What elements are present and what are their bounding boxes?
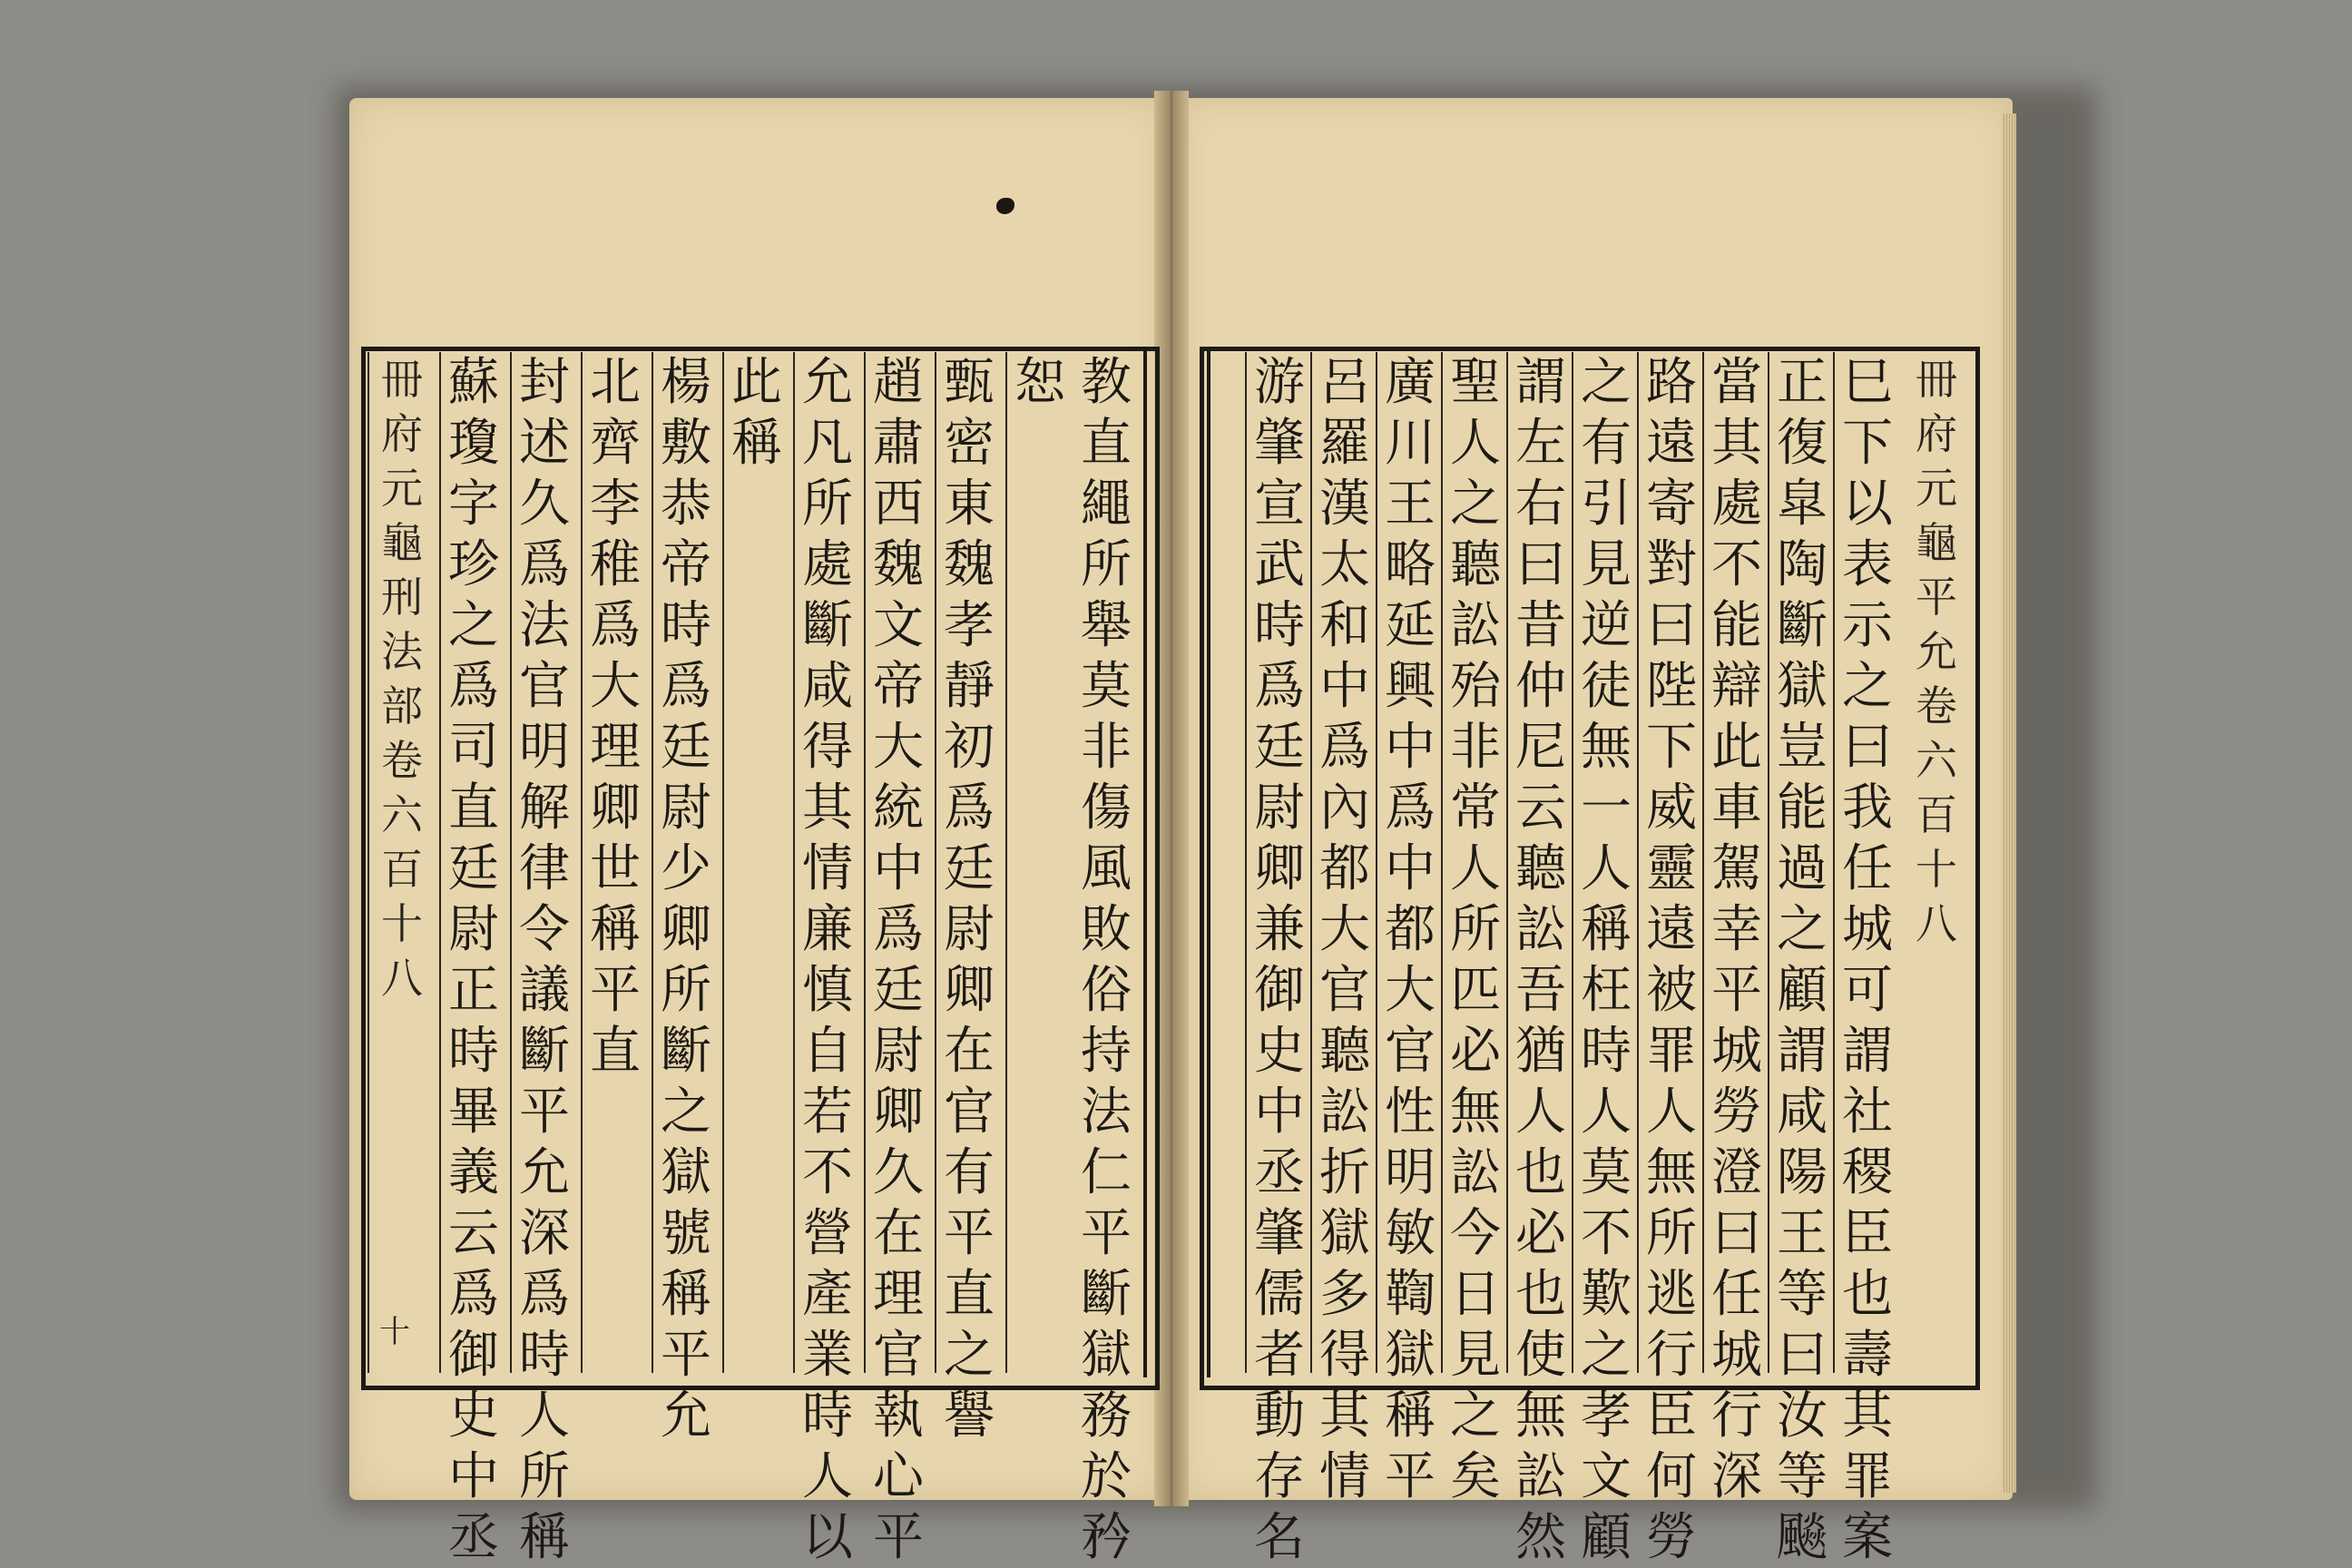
page-edges [2002, 113, 2016, 1493]
right-column-8: 廣川王略延興中爲中都大官性明敏鞫獄稱平 [1376, 352, 1443, 1373]
right-page-header: 冊府元龜 平允 卷六百十八 [1916, 355, 1957, 948]
left-column-6: 此稱 [722, 352, 789, 1373]
left-page-number: 十 [379, 1314, 410, 1350]
right-frame-inner-rule [1207, 349, 1210, 1377]
left-column-2: 恕 [1005, 352, 1073, 1373]
left-column-8: 北齊李稚爲大理卿世稱平直 [581, 352, 648, 1373]
left-column-4: 趙肅西魏文帝大統中爲廷尉卿久在理官執心平 [864, 352, 931, 1373]
right-column-4: 路遠寄對曰陛下威靈遠被罪人無所逃行臣何勞 [1637, 352, 1704, 1373]
right-column-10: 游肇宣武時爲廷尉卿兼御史中丞肇儒者動存名 [1245, 352, 1312, 1373]
left-page-header: 冊府元龜 刑法部 卷六百十八 [368, 352, 435, 1373]
right-column-6: 謂左右曰昔仲尼云聽訟吾猶人也必也使無訟然 [1506, 352, 1573, 1373]
right-column-2: 正復皐陶斷獄豈能過之顧謂咸陽王等曰汝等飈 [1768, 352, 1835, 1373]
right-column-9: 呂羅漢太和中爲內都大官聽訟折獄多得其情 [1310, 352, 1377, 1373]
left-column-10: 蘇瓊字珍之爲司直廷尉正時畢義云爲御史中丞 [439, 352, 506, 1373]
left-column-7: 楊敷恭帝時爲廷尉少卿所斷之獄號稱平允 [652, 352, 719, 1373]
right-column-1: 巳下以表示之曰我任城可謂社稷臣也壽其罪案 [1833, 352, 1900, 1373]
left-column-5: 允凡所處斷咸得其情廉慎自若不營產業時人以 [793, 352, 860, 1373]
right-column-3: 當其處不能辯此車駕幸平城勞澄曰任城行深 [1702, 352, 1769, 1373]
left-column-1: 教直繩所舉莫非傷風敗俗持法仁平斷獄務於矜 [1081, 353, 1132, 1567]
right-column-7: 聖人之聽訟殆非常人所匹必無訟今日見之矣 [1441, 352, 1508, 1373]
left-column-3: 甄密東魏孝靜初爲廷尉卿在官有平直之譽 [935, 352, 1002, 1373]
left-column-9: 封述久爲法官明解律令議斷平允深爲時人所稱 [510, 352, 577, 1373]
left-frame-inner-rule [1143, 349, 1147, 1377]
right-column-5: 之有引見逆徒無一人稱枉時人莫不歎之孝文顧 [1572, 352, 1639, 1373]
